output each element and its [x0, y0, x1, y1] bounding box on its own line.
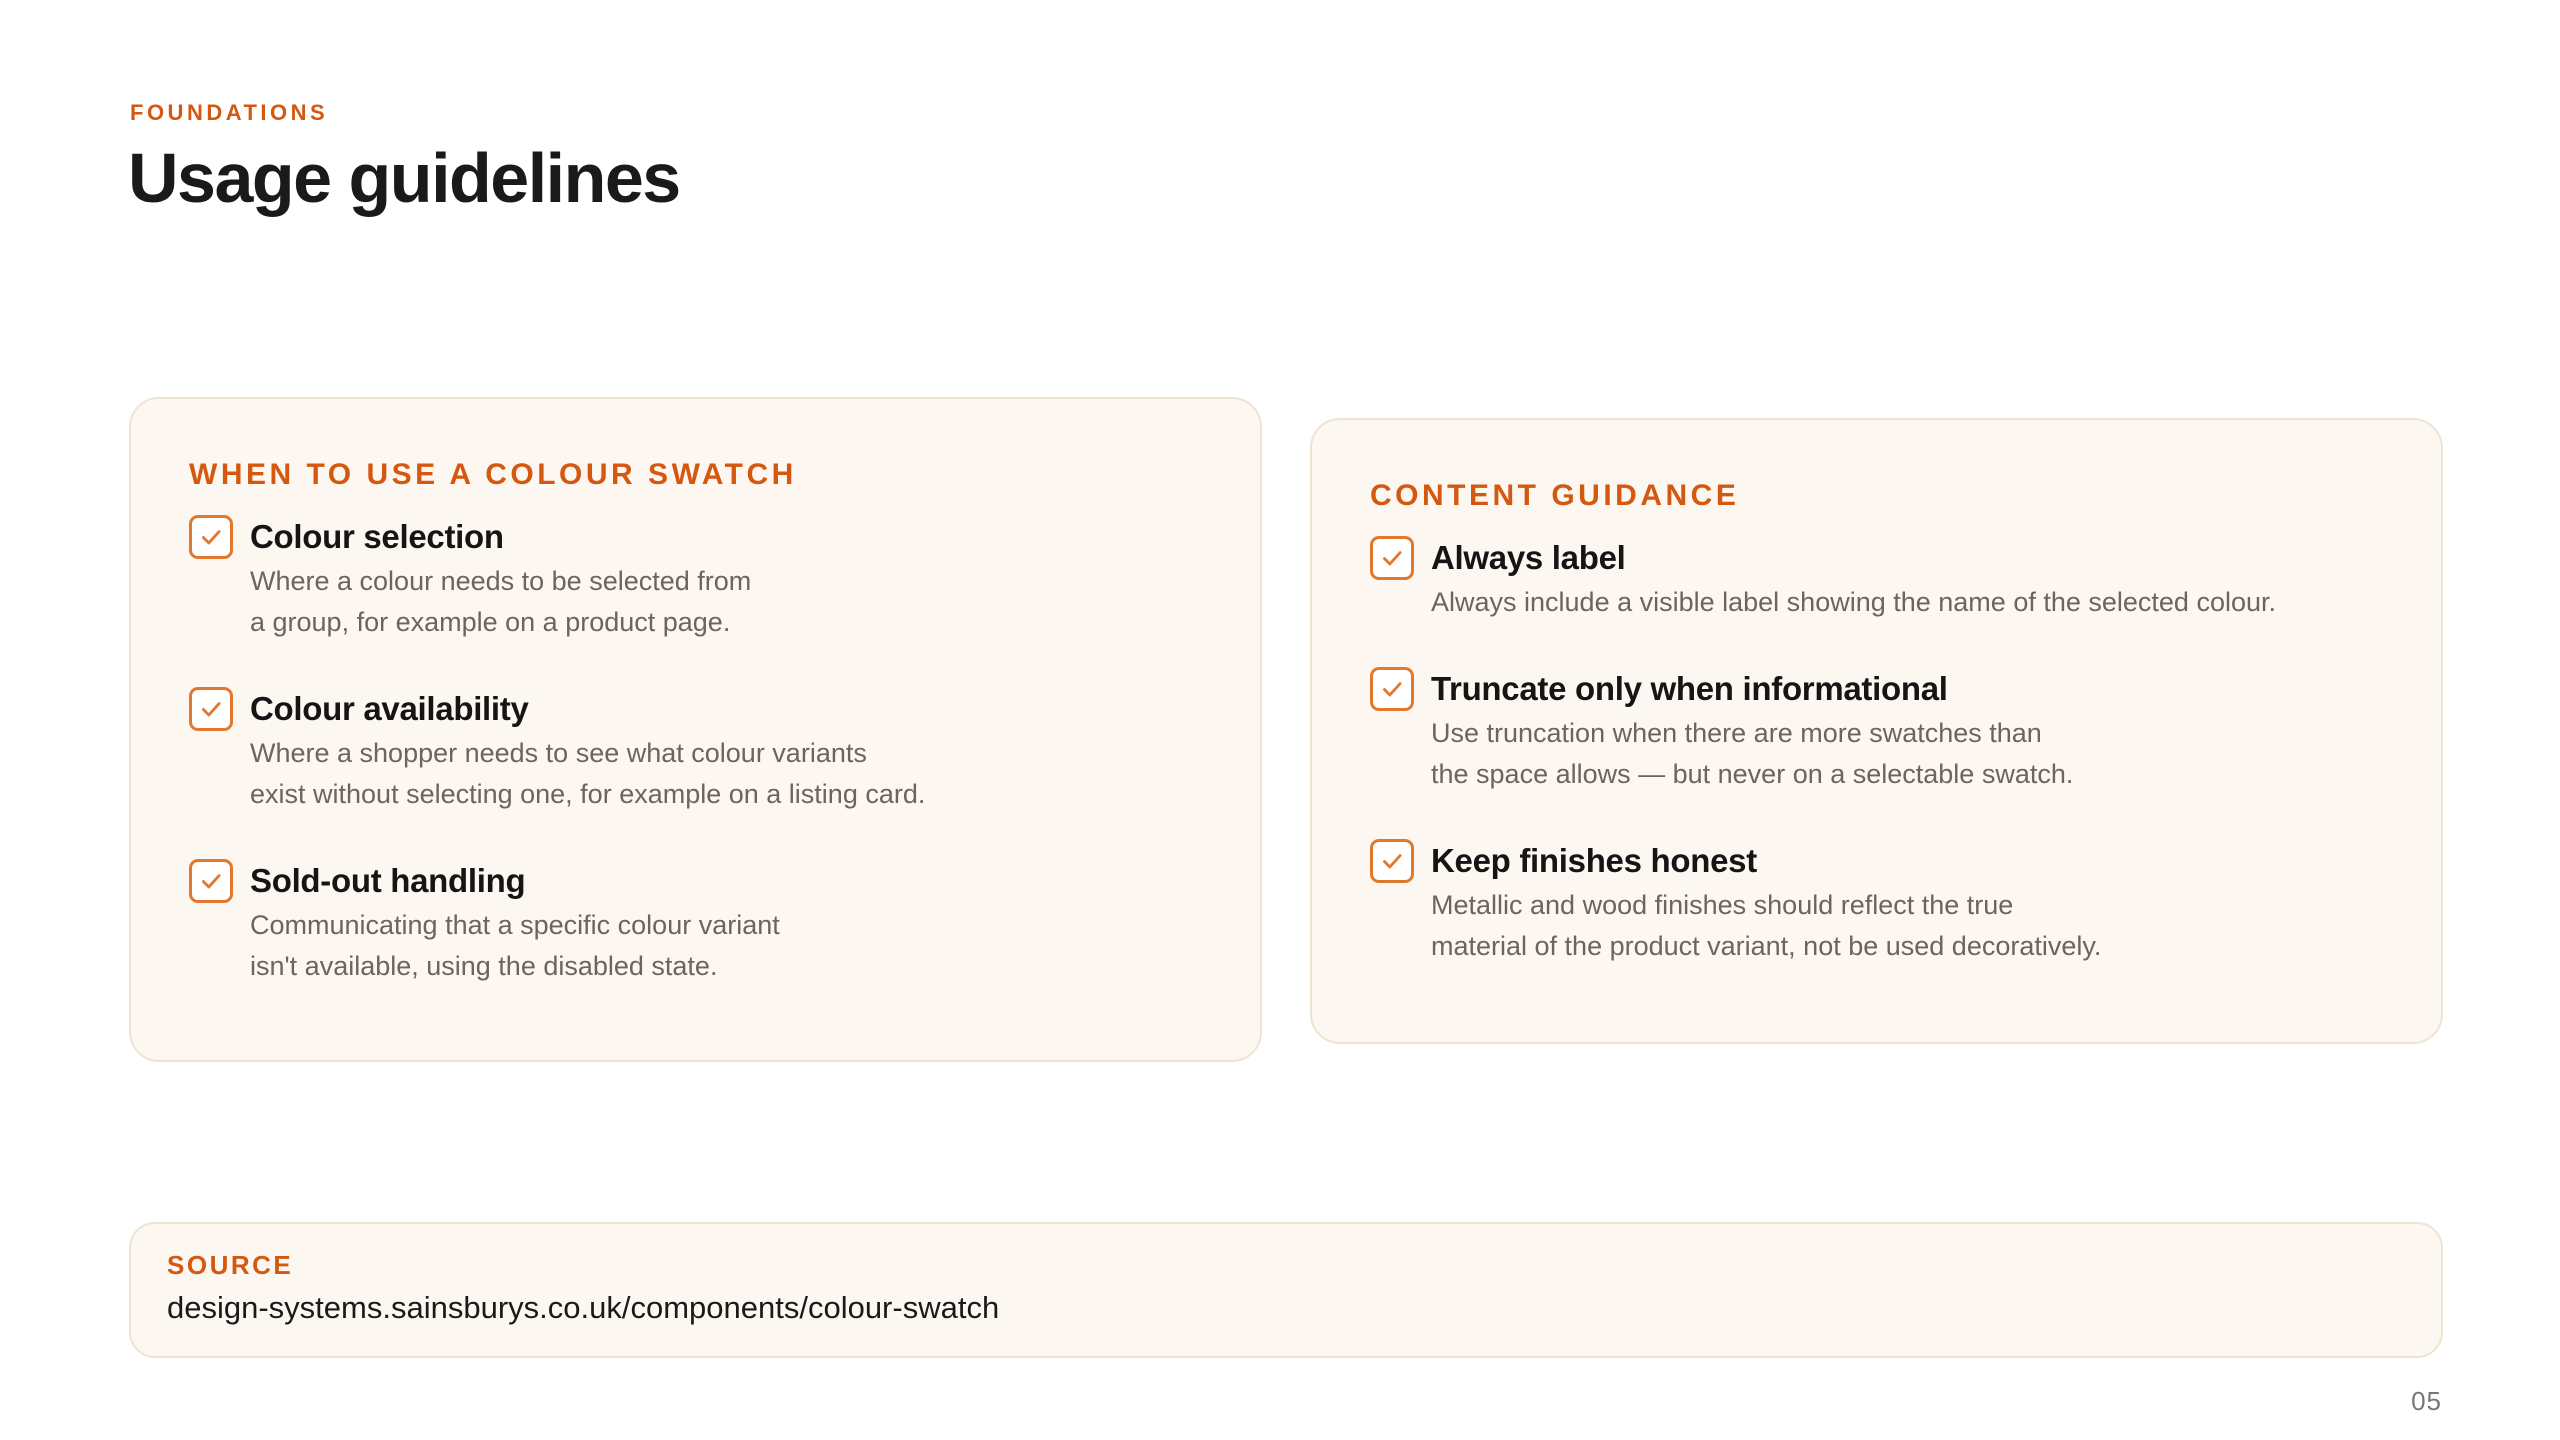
description-line: the space allows — but never on a selectable swatch. — [1431, 759, 2074, 789]
guideline-title: Sold-out handling — [250, 862, 526, 899]
guideline-item — [1370, 536, 2383, 623]
description-line: a group, for example on a product page. — [250, 607, 731, 637]
checkbox-checked-icon — [1370, 667, 1414, 711]
guideline-description — [1431, 582, 2383, 623]
description-line: Metallic and wood finishes should reflect the true — [1431, 890, 2014, 920]
description-line: exist without selecting one, for example on a listing card. — [250, 779, 926, 809]
description-line: Where a shopper needs to see what colour variants — [250, 738, 867, 768]
guideline-description — [1431, 885, 2383, 967]
page-number: 05 — [2411, 1386, 2442, 1416]
source-box — [129, 1222, 2443, 1358]
description-line: Use truncation when there are more swatches than — [1431, 718, 2042, 748]
guideline-item — [189, 515, 1202, 643]
description-line: Always include a visible label showing the name of the selected colour. — [1431, 587, 2276, 617]
source-url[interactable]: design-systems.sainsburys.co.uk/components/colour-swatch — [167, 1290, 1000, 1325]
card-heading: WHEN TO USE A COLOUR SWATCH — [189, 458, 797, 491]
guideline-description — [250, 733, 1202, 815]
source-label: SOURCE — [167, 1250, 294, 1280]
guideline-item — [1370, 667, 2383, 795]
content-guidance-card — [1310, 418, 2443, 1044]
guideline-item — [1370, 839, 2383, 967]
guideline-item — [189, 859, 1202, 987]
guideline-title: Always label — [1431, 539, 1626, 576]
page-title: Usage guidelines — [128, 139, 680, 217]
when-to-use-card — [129, 397, 1262, 1062]
checkbox-checked-icon — [189, 515, 233, 559]
description-line: Where a colour needs to be selected from — [250, 566, 752, 596]
guideline-item — [189, 687, 1202, 815]
guideline-description — [250, 561, 1202, 643]
guideline-title: Colour selection — [250, 518, 504, 555]
card-heading: CONTENT GUIDANCE — [1370, 479, 1740, 512]
checkbox-checked-icon — [1370, 536, 1414, 580]
guideline-description — [1431, 713, 2383, 795]
guideline-description — [250, 905, 1202, 987]
checkbox-checked-icon — [1370, 839, 1414, 883]
description-line: Communicating that a specific colour variant — [250, 910, 780, 940]
guideline-title: Colour availability — [250, 690, 529, 727]
checkbox-checked-icon — [189, 859, 233, 903]
checkbox-checked-icon — [189, 687, 233, 731]
guideline-title: Truncate only when informational — [1431, 670, 1948, 707]
description-line: material of the product variant, not be used decoratively. — [1431, 931, 2102, 961]
section-eyebrow: FOUNDATIONS — [130, 100, 329, 125]
guideline-title: Keep finishes honest — [1431, 842, 1757, 879]
description-line: isn't available, using the disabled state. — [250, 951, 718, 981]
